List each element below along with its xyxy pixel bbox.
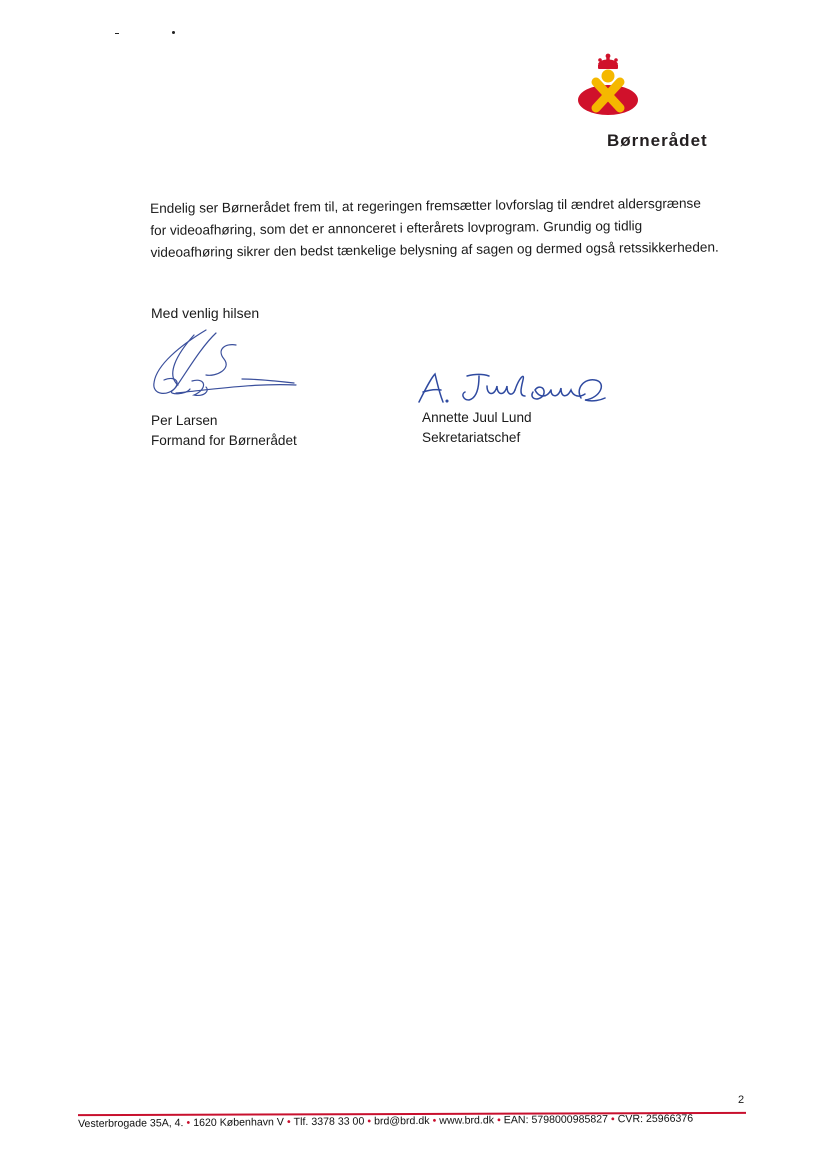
signatory-right <box>422 408 532 448</box>
body-line: videoafhøring sikrer den bedst tænkelige belysning af sagen og dermed også retssikkerheden. <box>150 239 719 260</box>
signature-per-larsen <box>146 325 302 409</box>
footer-separator: • <box>496 1114 501 1127</box>
signatory-name: Annette Juul Lund <box>422 410 532 425</box>
footer-separator: • <box>186 1117 191 1130</box>
body-line: for videoafhøring, som det er annonceret i efterårets lovprogram. Grundig og tidlig <box>150 218 643 238</box>
org-name: Børnerådet <box>607 131 708 150</box>
signatory-left <box>151 411 297 451</box>
footer-city: 1620 København V <box>193 1116 284 1129</box>
signature-annette-juul-lund <box>415 368 607 412</box>
footer-address: Vesterbrogade 35A, 4. <box>78 1117 184 1130</box>
footer-separator: • <box>432 1114 437 1127</box>
footer-phone: Tlf. 3378 33 00 <box>293 1115 365 1129</box>
footer-email: brd@brd.dk <box>373 1114 430 1128</box>
footer-ean: EAN: 5798000985827 <box>503 1113 609 1127</box>
page-number: 2 <box>738 1094 745 1106</box>
footer-website: www.brd.dk <box>439 1114 495 1127</box>
body-paragraph <box>150 192 751 264</box>
signatory-title: Formand for Børnerådet <box>151 433 297 448</box>
scan-speck <box>172 31 175 34</box>
borneraadet-logo-icon <box>572 52 652 124</box>
footer-separator: • <box>286 1116 291 1129</box>
closing-greeting: Med venlig hilsen <box>151 305 260 321</box>
scan-speck <box>115 33 119 34</box>
signatory-name: Per Larsen <box>151 413 218 428</box>
footer-separator: • <box>610 1113 615 1126</box>
body-line: Endelig ser Børnerådet frem til, at regeringen fremsætter lovforslag til ændret aldersgrænse <box>150 195 701 216</box>
footer-separator: • <box>367 1115 372 1128</box>
signatory-title: Sekretariatschef <box>422 430 521 445</box>
footer-cvr: CVR: 25966376 <box>617 1112 694 1126</box>
